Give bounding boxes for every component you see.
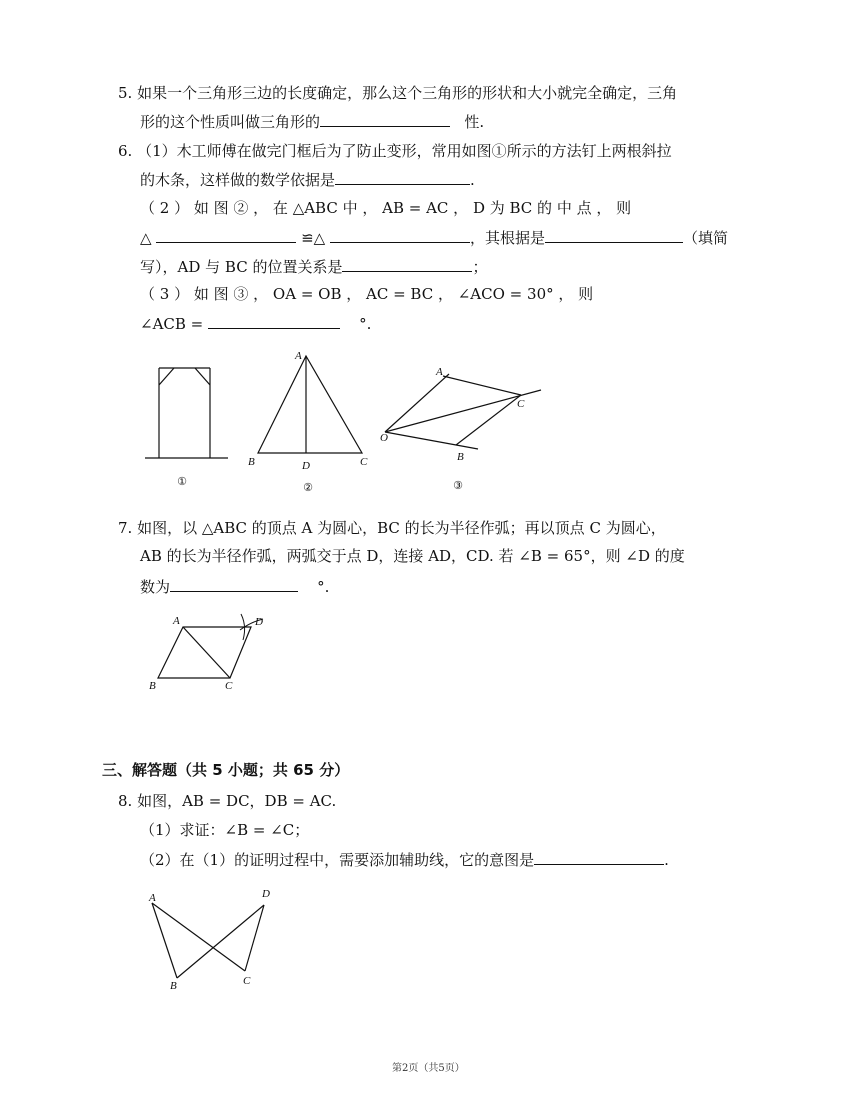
q8-label-b: B xyxy=(170,980,177,992)
q6-line5 xyxy=(140,255,487,278)
q6-congruent-symbol: ≌△ xyxy=(301,229,326,247)
q7-line1: 7. 如图，以 △ABC 的顶点 A 为圆心，BC 的长为半径作弧；再以顶点 C 为圆心， xyxy=(118,519,666,537)
fig3-label-c: C xyxy=(517,398,525,410)
q6-relation-blank[interactable] xyxy=(342,255,472,272)
q7-line2: AB 的长为半径作弧，两弧交于点 D，连接 AD，CD. 若 ∠B = 65°，则 ∠D 的度 xyxy=(140,547,685,565)
q6-angle-text: ∠ACB = xyxy=(140,315,204,333)
fig2-label-d: D xyxy=(302,460,310,472)
q7-label-b: B xyxy=(149,680,156,692)
q5-line1: 5. 如果一个三角形三边的长度确定，那么这个三角形的形状和大小就完全确定，三角 xyxy=(118,84,678,102)
q6-triangle1-blank[interactable] xyxy=(156,226,296,243)
q7-diagonal-ac xyxy=(183,627,230,678)
fig3-label-b: B xyxy=(457,451,464,463)
figure-2-triangle xyxy=(245,350,370,495)
fig3-segment-bc xyxy=(456,395,521,445)
fig3-label-a: A xyxy=(436,366,443,378)
fig3-label-o: O xyxy=(380,432,388,444)
fig3-segment-ac xyxy=(443,376,521,395)
q5-answer-blank[interactable] xyxy=(320,110,450,127)
q6-line6: （ 3 ） 如 图 ③ ， OA = OB ， AC = BC ， ∠ACO = 30° ， 则 xyxy=(140,285,594,303)
q8-segment-ac xyxy=(152,903,245,971)
fig1-right-brace xyxy=(195,368,210,385)
figure-q8-bowtie xyxy=(140,885,280,995)
q8-text-a: （2）在（1）的证明过程中，需要添加辅助线，它的意图是 xyxy=(140,851,535,869)
q8-label-d: D xyxy=(262,888,270,900)
q8-line1: 8. 如图，AB = DC，DB = AC. xyxy=(118,792,337,810)
q6-relation-text: 写），AD 与 BC 的位置关系是 xyxy=(140,258,343,276)
q8-label-a: A xyxy=(149,892,156,904)
q6-abbr-text: （填简 xyxy=(683,229,729,247)
figure-q7-parallelogram xyxy=(145,608,280,693)
q6-line1: 6. （1）木工师傅在做完门框后为了防止变形，常用如图①所示的方法钉上两根斜拉 xyxy=(118,142,672,160)
q7-parallelogram xyxy=(158,627,251,678)
q5-line2 xyxy=(140,110,484,133)
q7-answer-blank[interactable] xyxy=(170,575,298,592)
figure-1-door-frame xyxy=(140,360,230,490)
q7-label-d: D xyxy=(255,616,263,628)
q6-basis-text: ，其根据是 xyxy=(470,229,546,247)
q5-text-a: 形的这个性质叫做三角形的 xyxy=(140,113,321,131)
q8-text-b: . xyxy=(664,851,669,869)
fig2-label-b: B xyxy=(248,456,255,468)
q6-triangle2-blank[interactable] xyxy=(330,226,470,243)
q6-line7 xyxy=(140,312,371,335)
q6-line4 xyxy=(140,226,728,249)
q7-line3 xyxy=(140,575,329,598)
fig1-caption: ① xyxy=(177,476,187,488)
q8-segment-bd xyxy=(177,905,264,978)
q8-label-c: C xyxy=(243,975,251,987)
fig2-label-c: C xyxy=(360,456,368,468)
fig3-ray-ob xyxy=(385,432,478,449)
q6-angle-blank[interactable] xyxy=(208,312,340,329)
q6-degree-text: °. xyxy=(359,315,372,333)
fig3-caption: ③ xyxy=(453,480,463,492)
q8-answer-blank[interactable] xyxy=(534,848,664,865)
figure-3-kite xyxy=(375,362,550,497)
section-3-heading: 三、解答题（共 5 小题；共 65 分） xyxy=(102,761,350,779)
q6-text-a: 的木条，这样做的数学依据是 xyxy=(140,171,336,189)
q6-line2 xyxy=(140,168,475,191)
q7-label-a: A xyxy=(173,615,180,627)
q6-line3: （ 2 ） 如 图 ② ， 在 △ABC 中 ， AB = AC ， D 为 BC 的 中 点 ， 则 xyxy=(140,199,632,217)
q6-semicolon: ； xyxy=(472,258,488,276)
q6-answer1-blank[interactable] xyxy=(335,168,470,185)
q7-text-b: °. xyxy=(317,578,330,596)
q8-segment-dc xyxy=(245,905,264,971)
q6-text-b: . xyxy=(470,171,475,189)
q6-basis-blank[interactable] xyxy=(545,226,683,243)
fig2-label-a: A xyxy=(295,350,302,362)
page-footer: 第2页（共5页） xyxy=(392,1063,465,1074)
q7-text-a: 数为 xyxy=(140,578,171,596)
q8-segment-ab xyxy=(152,903,177,978)
q5-text-b: 性. xyxy=(464,113,485,131)
q7-label-c: C xyxy=(225,680,233,692)
q8-line2: （1）求证：∠B = ∠C； xyxy=(140,821,310,839)
fig2-caption: ② xyxy=(303,482,313,494)
fig1-left-brace xyxy=(159,368,174,385)
q6-tri1-symbol: △ xyxy=(140,229,152,247)
q8-line3 xyxy=(140,848,669,871)
fig2-triangle-abc xyxy=(258,356,362,453)
